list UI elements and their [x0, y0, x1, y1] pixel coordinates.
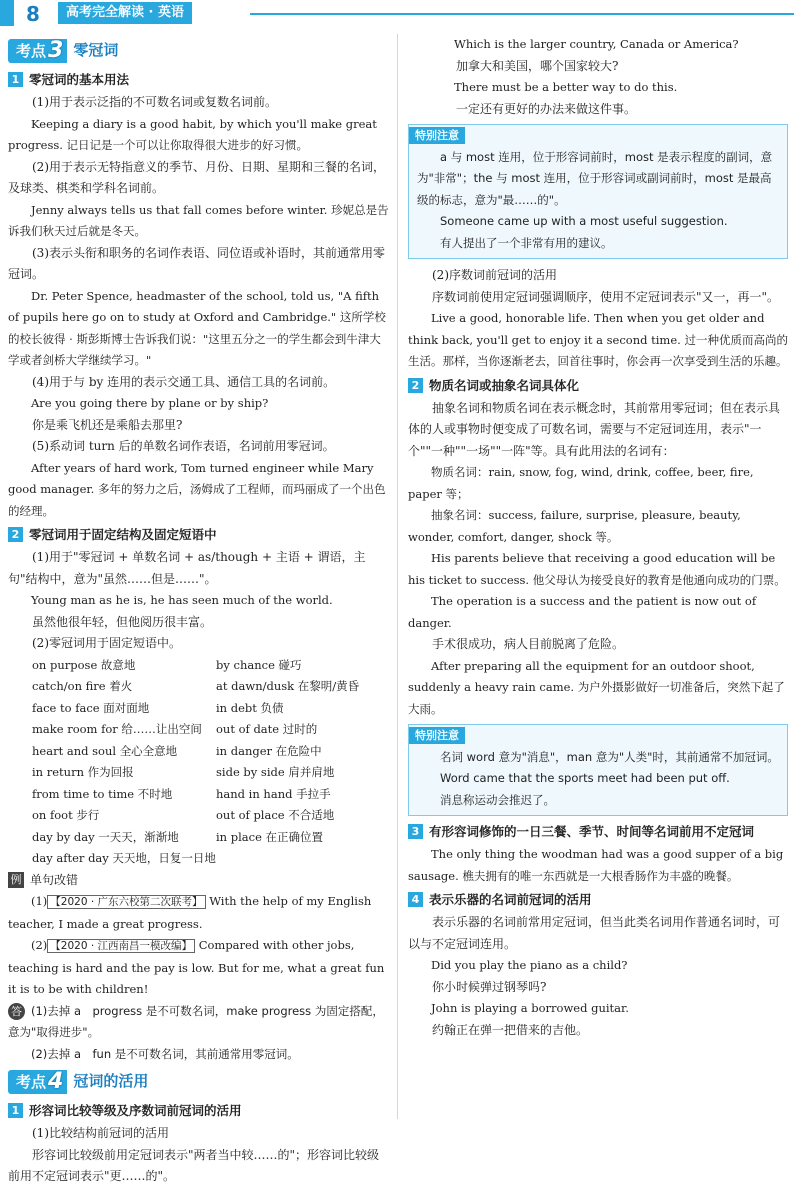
note-text: 名词 word 意为"消息"，man 意为"人类"时，其前通常不加冠词。 [440, 749, 779, 764]
kaodian-tag-text: 考点 [16, 1073, 47, 1091]
phrase-row [8, 805, 390, 827]
example-sentence: Are you going there by plane or by ship? [31, 396, 269, 410]
kaodian-number: 3 [48, 38, 64, 63]
answer: (2)去掉 a fun 是不可数名词，其前通常用零冠词。 [31, 1046, 299, 1061]
note-heading: 特别注意 [409, 727, 465, 744]
example-sentence: Dr. Peter Spence, headmaster of the school, told us, "A fifth of pupils here go on to study at Oxford and Cambridge." 这所学校的校长彼得 · 斯彭斯博士告诉我们说："这里五分之一的学生都会到牛津大学或者剑桥大学继续学习。" [8, 288, 386, 367]
example-translation: 加拿大和美国，哪个国家较大? [456, 58, 619, 73]
phrase: catch/on fire 着火 [32, 679, 133, 693]
paragraph: 表示乐器的名词前常用定冠词，但当此类名词用作普通名词时，可以与不定冠词连用。 [408, 915, 781, 951]
subheading-number: 3 [408, 824, 423, 839]
phrase: out of place 不合适地 [216, 808, 335, 822]
subheading-number: 1 [8, 1103, 23, 1118]
paragraph: 形容词比较级前用定冠词表示"两者当中较……的"；形容词比较级前用不定冠词表示"更……的"。 [8, 1147, 380, 1183]
paragraph: 抽象名词：success, failure, surprise, pleasure, beauty, wonder, comfort, danger, shock 等。 [408, 508, 741, 544]
subheading-number: 4 [408, 892, 423, 907]
column-divider [397, 34, 398, 1119]
phrase: at dawn/dusk 在黎明/黄昏 [216, 679, 360, 693]
exercise-question [8, 891, 390, 935]
kaodian-title: 冠词的活用 [73, 1072, 149, 1091]
subheading-title: 物质名词或抽象名词具体化 [429, 377, 580, 393]
right-column [408, 34, 788, 1041]
subheading-title: 零冠词用于固定结构及固定短语中 [29, 527, 217, 542]
question-text: With the help of my English teacher, I made a great progress. [8, 894, 372, 931]
example-translation: 一定还有更好的办法来做这件事。 [456, 101, 637, 116]
kaodian-tag [8, 1070, 67, 1094]
question-source: 【2020 · 广东六校第二次联考】 [47, 895, 205, 909]
example-sentence: After years of hard work, Tom turned engineer while Mary good manager. 多年的努力之后，汤姆成了工程师，而玛丽成了一个出色的经理。 [8, 460, 386, 518]
example-sentence: Young man as he is, he has seen much of the world. [31, 593, 333, 607]
example-label-icon: 例 [8, 872, 24, 888]
subheading-4-2 [408, 376, 788, 396]
example-translation: 你是乘飞机还是乘船去那里? [32, 417, 183, 432]
question-number: (2) [31, 938, 48, 952]
special-note-box [408, 124, 788, 259]
page-header [0, 0, 800, 26]
phrase-row [8, 827, 390, 849]
paragraph: 序数词前使用定冠词强调顺序，使用不定冠词表示"又一，再一"。 [432, 289, 780, 304]
phrase: in debt 负债 [216, 700, 284, 715]
example-sentence: There must be a better way to do this. [454, 80, 678, 94]
paragraph: (1)比较结构前冠词的活用 [32, 1126, 169, 1140]
special-note-box [408, 724, 788, 816]
answer-label-icon: 答 [8, 1003, 25, 1020]
phrase-row [8, 655, 390, 677]
example-sentence: The only thing the woodman had was a good supper of a big sausage. 樵夫拥有的唯一东西就是一大根香肠作为丰盛的晚餐。 [408, 847, 784, 883]
paragraph: (3)表示头衔和职务的名词作表语、同位语或补语时，其前通常用零冠词。 [8, 245, 386, 281]
paragraph: 物质名词：rain, snow, fog, wind, drink, coffee, beer, fire, paper 等； [408, 465, 754, 501]
paragraph: (1)用于"零冠词 + 单数名词 + as/though + 主语 + 谓语，主句"结构中，意为"虽然……但是……"。 [8, 550, 366, 586]
subheading-4-4 [408, 890, 788, 910]
phrase-row [8, 698, 390, 720]
section-heading-kaodian-4 [8, 1067, 390, 1097]
page-number: 8 [26, 2, 40, 26]
phrase: hand in hand 手拉手 [216, 786, 331, 801]
phrase: on foot 步行 [32, 808, 100, 822]
example-sentence: The operation is a success and the patient is now out of danger. [408, 594, 757, 630]
example-sentence: John is playing a borrowed guitar. [431, 1001, 629, 1015]
subheading-title: 表示乐器的名词前冠词的活用 [429, 892, 592, 907]
phrase: day by day 一天天，渐渐地 [32, 829, 179, 844]
subheading-title: 有形容词修饰的一日三餐、季节、时间等名词前用不定冠词 [429, 824, 755, 839]
subheading-4-3 [408, 822, 788, 842]
kaodian-tag [8, 39, 67, 63]
subheading-1 [8, 70, 390, 90]
answer-text: (1)去掉 a progress 是不可数名词，make progress 为固定搭配，意为"取得进步"。 [8, 1003, 384, 1039]
example-sentence: Live a good, honorable life. Then when you get older and think back, you'll get to enjoy it a second time. 过一种优质而高尚的生活。那样，当你逐渐老去，回首往事时，你会再一次享受到生活的乐趣。 [408, 311, 788, 368]
phrase-row [8, 741, 390, 763]
note-example: Someone came up with a most useful suggestion. [440, 214, 728, 228]
phrase: by chance 碰巧 [216, 657, 302, 672]
phrase: on purpose 故意地 [32, 657, 136, 672]
phrase-row [8, 676, 390, 698]
phrase: side by side 肩并肩地 [216, 765, 335, 779]
paragraph: (2)用于表示无特指意义的季节、月份、日期、星期和三餐的名词，及球类、棋类和学科名词前。 [8, 159, 386, 195]
kaodian-number: 4 [48, 1069, 64, 1094]
paragraph: (5)系动词 turn 后的单数名词作表语，名词前用零冠词。 [32, 439, 335, 453]
subheading-number: 2 [8, 527, 23, 542]
phrase: out of date 过时的 [216, 722, 318, 736]
subheading-title: 零冠词的基本用法 [29, 72, 130, 87]
phrase: heart and soul 全心全意地 [32, 743, 178, 758]
left-column [8, 34, 390, 1188]
paragraph: (4)用于与 by 连用的表示交通工具、通信工具的名词前。 [32, 374, 336, 389]
header-rule [250, 13, 794, 15]
phrase-list [8, 655, 390, 870]
subheading-4-1 [8, 1101, 390, 1121]
phrase: in danger 在危险中 [216, 743, 322, 758]
subheading-title: 形容词比较等级及序数词前冠词的活用 [29, 1103, 242, 1118]
phrase-row [8, 784, 390, 806]
kaodian-tag-text: 考点 [16, 42, 47, 60]
note-example: Word came that the sports meet had been put off. [440, 771, 730, 785]
subheading-number: 2 [408, 378, 423, 393]
note-heading: 特别注意 [409, 127, 465, 144]
example-title: 单句改错 [30, 872, 79, 887]
exercise-question [8, 935, 390, 1001]
example-translation: 手术很成功，病人目前脱离了危险。 [432, 637, 625, 651]
example-sentence: Keeping a diary is a good habit, by which you'll make great progress. 记日记是一个可以让你取得很大进步的好习惯。 [8, 116, 377, 152]
example-translation: 虽然他很年轻，但他阅历很丰富。 [32, 614, 213, 629]
paragraph: (1)用于表示泛指的不可数名词或复数名词前。 [32, 95, 277, 109]
question-number: (1) [31, 894, 48, 908]
phrase: in return 作为回报 [32, 765, 134, 779]
phrase: make room for 给……让出空间 [32, 722, 202, 736]
question-text: Compared with other jobs, teaching is hard and the pay is low. But for me, what a great fun it is to be with children! [8, 938, 385, 996]
paragraph: 抽象名词和物质名词在表示概念时，其前常用零冠词；但在表示具体的人或事物时便变成了可数名词，需要与不定冠词连用，表示"一个""一种""一场""一阵"等。具有此用法的名词有： [408, 400, 781, 458]
phrase: from time to time 不时地 [32, 786, 173, 801]
note-translation: 有人提出了一个非常有用的建议。 [440, 235, 613, 250]
subheading-number: 1 [8, 72, 23, 87]
note-translation: 消息称运动会推迟了。 [440, 792, 555, 807]
answer [8, 1001, 390, 1044]
subheading-2 [8, 525, 390, 545]
phrase-row [8, 848, 390, 870]
question-source: 【2020 · 江西南昌一模改编】 [47, 939, 195, 953]
book-title: 高考完全解读 · 英语 [58, 2, 192, 24]
example-sentence: Which is the larger country, Canada or America? [454, 37, 739, 51]
example-sentence: Jenny always tells us that fall comes before winter. 珍妮总是告诉我们秋天过后就是冬天。 [8, 202, 389, 238]
example-translation: 你小时候弹过钢琴吗? [432, 979, 547, 994]
phrase: in place 在正确位置 [216, 829, 324, 844]
example-sentence: His parents believe that receiving a good education will be his ticket to success. 他父母认为接受良好的教育是他通向成功的门票。 [408, 551, 786, 587]
example-heading [8, 870, 390, 892]
example-sentence: After preparing all the equipment for an outdoor shoot, suddenly a heavy rain came. 为户外摄影做好一切准备后，突然下起了大雨。 [408, 658, 785, 716]
kaodian-title: 零冠词 [73, 41, 119, 60]
example-translation: 约翰正在弹一把借来的吉他。 [432, 1022, 589, 1037]
phrase-row [8, 719, 390, 741]
paragraph: (2)零冠词用于固定短语中。 [32, 636, 181, 650]
phrase-row [8, 762, 390, 784]
phrase: day after day 天天地，日复一日地 [32, 851, 216, 865]
paragraph: (2)序数词前冠词的活用 [432, 268, 557, 282]
note-text: a 与 most 连用，位于形容词前时，most 是表示程度的副词，意为"非常"；the 与 most 连用，位于形容词或副词前时，most 是最高级的标志，意为"最……的"。 [417, 149, 773, 207]
phrase: face to face 面对面地 [32, 700, 150, 715]
example-sentence: Did you play the piano as a child? [431, 958, 628, 972]
section-heading-kaodian-3 [8, 36, 390, 66]
header-accent-block [0, 0, 14, 26]
